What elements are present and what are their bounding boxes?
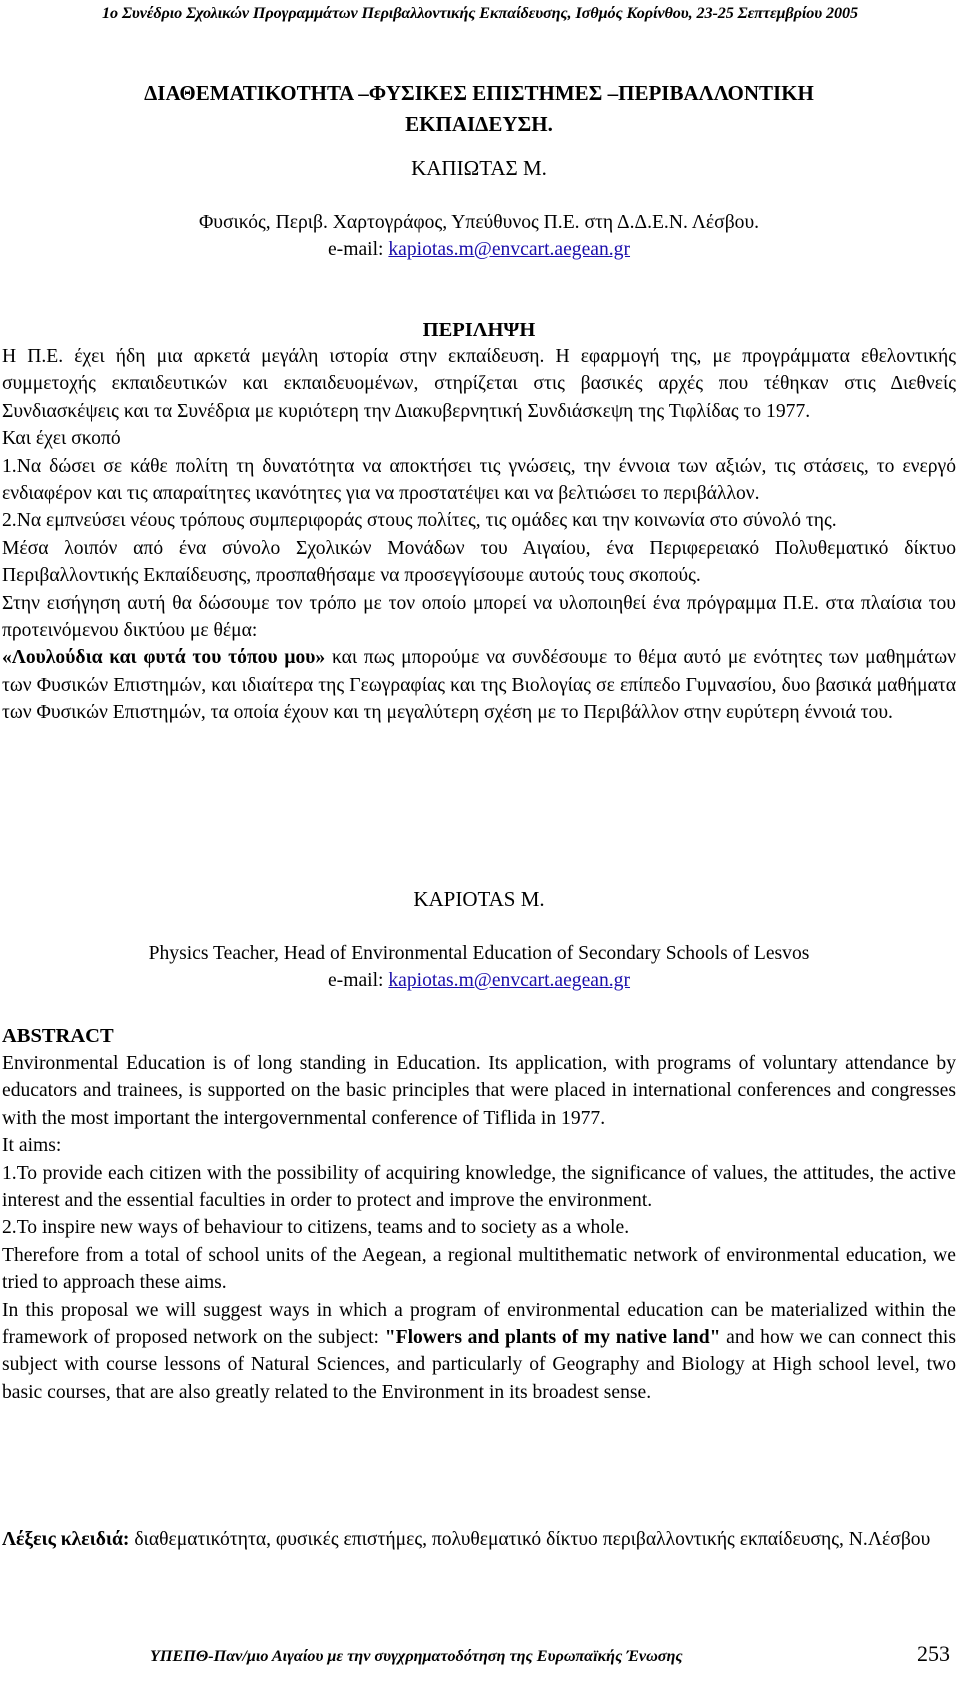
greek-email-link[interactable]: kapiotas.m@envcart.aegean.gr — [388, 239, 631, 261]
english-topic-title: "Flowers and plants of my native land" — [384, 1327, 721, 1349]
conference-header: 1ο Συνέδριο Σχολικών Προγραμμάτων Περιβαλλοντικής Εκπαίδευσης, Ισθμός Κορίνθου, 23-25 Σεπτεμβρίου 2005 — [102, 4, 858, 22]
greek-para3: Στην εισήγηση αυτή θα δώσουμε τον τρόπο με τον οποίο μπορεί να υλοποιηθεί ένα πρόγραμμα Π.Ε. στα πλαίσια του προτεινόμενου δικτύου με θέμα: — [2, 592, 956, 642]
keywords-line — [2, 1526, 956, 1553]
english-para2: Therefore from a total of school units of the Aegean, a regional multithematic network of environmental education, we tried to approach these aims. — [2, 1244, 956, 1294]
greek-aim1: 1.Να δώσει σε κάθε πολίτη τη δυνατότητα να αποκτήσει τις γνώσεις, την έννοια των αξιών, τις στάσεις, το ενεργό ενδιαφέρον και τις απαραίτητες ικανότητες για να προστατέψει και να βελτιώσει το περιβάλλον. — [2, 455, 956, 505]
greek-para1: Η Π.Ε. έχει ήδη μια αρκετά μεγάλη ιστορία στην εκπαίδευση. Η εφαρμογή της, με προγράμματα εθελοντικής συμμετοχής εκπαιδευτικών και εκπαιδευομένων, στηρίζεται στις βασικές αρχές που τέθηκαν στις Διεθνείς Συνδιασκέψεις και τα Συνέδρια με κυριότερη την Διακυβερνητική Συνδιάσκεψη της Τιφλίδας το 1977. — [2, 346, 956, 422]
english-abstract-heading: ABSTRACT — [2, 1025, 114, 1047]
keywords-text: διαθεματικότητα, φυσικές επιστήμες, πολυθεματικό δίκτυο περιβαλλοντικής εκπαίδευσης, Ν.Λέσβου — [129, 1529, 931, 1550]
english-affiliation: Physics Teacher, Head of Environmental Education of Secondary Schools of Lesvos — [148, 943, 810, 964]
greek-aims-intro: Και έχει σκοπό — [2, 428, 121, 450]
greek-affiliation: Φυσικός, Περιβ. Χαρτογράφος, Υπεύθυνος Π.Ε. στη Δ.Δ.Ε.Ν. Λέσβου. — [198, 212, 760, 233]
english-email-link[interactable]: kapiotas.m@envcart.aegean.gr — [388, 970, 631, 992]
english-aim1: 1.To provide each citizen with the possibility of acquiring knowledge, the significance of values, the attitudes, the active interest and the essential faculties in order to protect and improve the environment. — [2, 1162, 956, 1212]
greek-topic-title: «Λουλούδια και φυτά του τόπου μου» — [2, 647, 326, 669]
keywords-label: Λέξεις κλειδιά: — [2, 1529, 130, 1550]
english-email-line — [2, 967, 956, 994]
greek-title — [2, 78, 956, 140]
greek-email-line — [2, 236, 956, 263]
greek-email-label: e-mail: — [327, 239, 389, 261]
english-para1: Environmental Education is of long standing in Education. Its application, with programs of voluntary attendance by educators and trainees, is supported on the basic principles that were placed in international conferences and congresses with the most important the intergovernmental conference of Tiflida in 1977. — [2, 1053, 956, 1129]
english-para3-rest: and how we can connect this subject with course lessons of Natural Sciences, and particularly of Geography and Biology at High school level, two basic courses, that are also greatly related to the Environment in its broadest sense. — [2, 1327, 957, 1403]
greek-title-line2: ΕΚΠΑΙΔΕΥΣΗ. — [405, 112, 553, 136]
greek-para4-rest: και πως μπορούμε να συνδέσουμε το θέμα αυτό με ενότητες των μαθημάτων των Φυσικών Επιστημών, και ιδιαίτερα της Γεωγραφίας και της Βιολογίας σε επίπεδο Γυμνασίου, δυο βασικά μαθήματα των Φυσικών Επιστημών, τα οποία έχουν και τη μεγαλύτερη σχέση με το Περιβάλλον στην ευρύτερη έννοιά του. — [2, 647, 956, 724]
english-aims-intro: It aims: — [2, 1135, 62, 1157]
english-aim2: 2.To inspire new ways of behaviour to citizens, teams and to society as a whole. — [2, 1217, 630, 1239]
greek-title-line1: ΔΙΑΘΕΜΑΤΙΚΟΤΗΤΑ –ΦΥΣΙΚΕΣ ΕΠΙΣΤΗΜΕΣ –ΠΕΡΙΒΑΛΛΟΝΤΙΚΗ — [144, 81, 814, 105]
english-para3-start: In this proposal we will suggest ways in which a program of environmental education can be materialized within the framework of proposed network on the subject: — [2, 1299, 956, 1349]
greek-para2: Μέσα λοιπόν από ένα σύνολο Σχολικών Μονάδων του Αιγαίου, ένα Περιφερειακό Πολυθεματικό δίκτυο Περιβαλλοντικής Εκπαίδευσης, προσπαθήσαμε να προσεγγίσουμε αυτούς τους σκοπούς. — [2, 537, 956, 587]
greek-para4 — [2, 644, 956, 726]
english-affiliation-block — [2, 940, 956, 995]
funding-footer: ΥΠΕΠΘ-Παν/μιο Αιγαίου με την συγχρηματοδότηση της Ευρωπαϊκής Ένωσης — [150, 1647, 683, 1665]
english-abstract-body — [2, 1050, 956, 1406]
greek-aim2: 2.Να εμπνεύσει νέους τρόπους συμπεριφοράς στους πολίτες, τις ομάδες και την κοινωνία στο σύνολό της. — [2, 510, 837, 532]
page-number: 253 — [917, 1641, 950, 1666]
greek-abstract-body — [2, 343, 956, 727]
greek-affiliation-block — [2, 209, 956, 264]
english-email-label: e-mail: — [327, 970, 389, 992]
keywords — [2, 1526, 956, 1553]
greek-author: ΚΑΠΙΩΤΑΣ Μ. — [411, 156, 547, 180]
english-para3 — [2, 1297, 956, 1407]
greek-abstract-heading: ΠΕΡΙΛΗΨΗ — [422, 319, 536, 341]
english-author: KAPIOTAS M. — [413, 887, 545, 911]
